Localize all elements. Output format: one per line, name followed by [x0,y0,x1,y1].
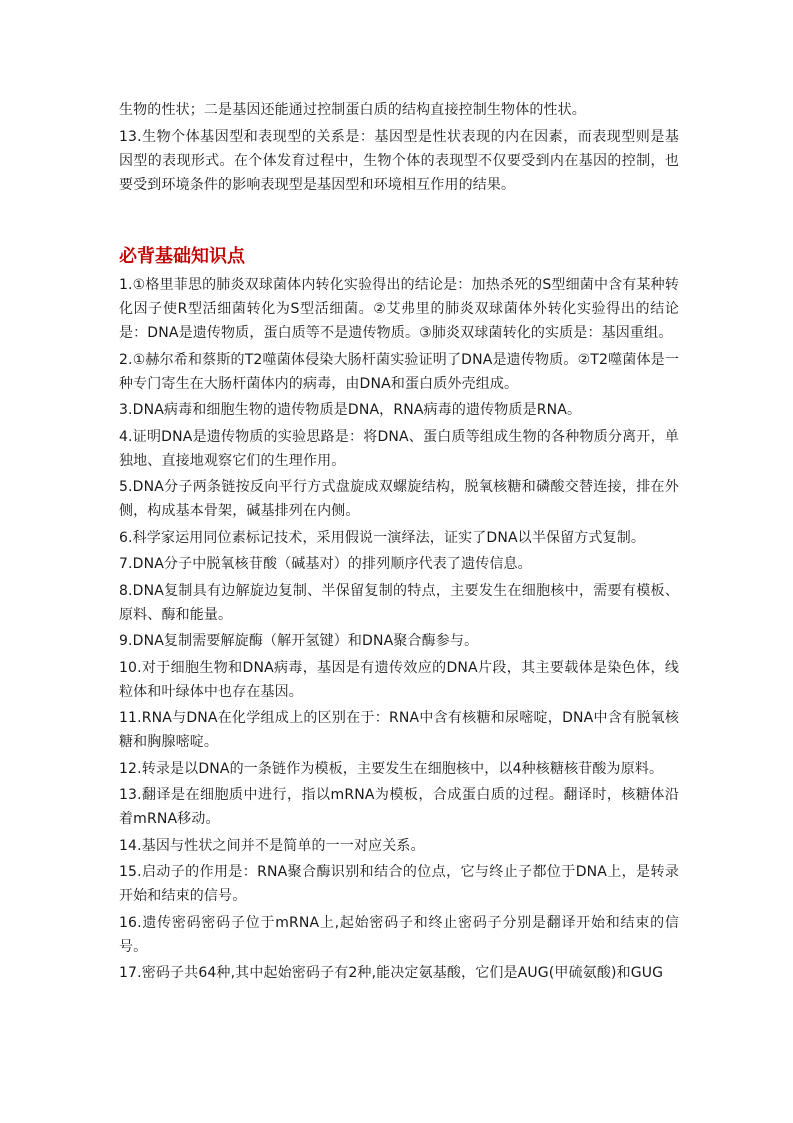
knowledge-item-5: 5.DNA分子两条链按反向平行方式盘旋成双螺旋结构，脱氧核糖和磷酸交替连接，排在外侧，构成基本骨架，碱基排列在内侧。 [119,479,679,519]
knowledge-item-16: 16.遗传密码密码子位于mRNA上,起始密码子和终止密码子分别是翻译开始和结束的信号。 [119,914,679,955]
knowledge-item-11: 11.RNA与DNA在化学组成上的区别在于：RNA中含有核糖和尿嘧啶，DNA中含有脱氧核糖和胸腺嘧啶。 [119,710,679,750]
knowledge-item-13: 13.翻译是在细胞质中进行，指以mRNA为模板，合成蛋白质的过程。翻译时，核糖体沿着mRNA移动。 [119,787,679,827]
knowledge-item-2: 2.①赫尔希和蔡斯的T2噬菌体侵染大肠杆菌实验证明了DNA是遗传物质。②T2噬菌体是一种专门寄生在大肠杆菌体内的病毒，由DNA和蛋白质外壳组成。 [119,351,679,392]
knowledge-item-12: 12.转录是以DNA的一条链作为模板，主要发生在细胞核中，以4种核糖核苷酸为原料。 [119,760,664,777]
knowledge-item-9: 9.DNA复制需要解旋酶（解开氢键）和DNA聚合酶参与。 [119,633,479,649]
section-heading: 必背基础知识点 [119,246,245,267]
knowledge-item-3: 3.DNA病毒和细胞生物的遗传物质是DNA，RNA病毒的遗传物质是RNA。 [119,402,582,418]
knowledge-item-10: 10.对于细胞生物和DNA病毒，基因是有遗传效应的DNA片段，其主要载体是染色体，线粒体和叶绿体中也存在基因。 [119,659,679,700]
knowledge-item-6: 6.科学家运用同位素标记技术，采用假说一演绎法，证实了DNA以半保留方式复制。 [119,529,646,546]
knowledge-item-8: 8.DNA复制具有边解旋边复制、半保留复制的特点，主要发生在细胞核中，需要有模板、原料、酶和能量。 [119,582,679,623]
document-page [119,98,679,988]
knowledge-item-7: 7.DNA分子中脱氧核苷酸（碱基对）的排列顺序代表了遗传信息。 [119,556,532,572]
section-spacer [119,199,679,244]
knowledge-item-14: 14.基因与性状之间并不是简单的一一对应关系。 [119,837,425,854]
intro-paragraph-1: 生物的性状；二是基因还能通过控制蛋白质的结构直接控制生物体的性状。 [119,102,586,118]
knowledge-item-1: 1.①格里菲思的肺炎双球菌体内转化实验得出的结论是：加热杀死的S型细菌中含有某种转化因子使R型活细菌转化为S型活细菌。②艾弗里的肺炎双球菌体外转化实验得出的结论是：DNA是遗传物质，蛋白质等不是遗传物质。③肺炎双球菌转化的实质是：基因重组。 [119,277,679,341]
intro-paragraph-2: 13.生物个体基因型和表现型的关系是：基因型是性状表现的内在因素，而表现型则是基因型的表现形式。在个体发育过程中，生物个体的表现型不仅要受到内在基因的控制，也要受到环境条件的影响表现型是基因型和环境相互作用的结果。 [119,128,679,193]
knowledge-item-15: 15.启动子的作用是：RNA聚合酶识别和结合的位点，它与终止子都位于DNA上，是转录开始和结束的信号。 [119,864,679,904]
knowledge-item-4: 4.证明DNA是遗传物质的实验思路是：将DNA、蛋白质等组成生物的各种物质分离开，单独地、直接地观察它们的生理作用。 [119,428,679,469]
knowledge-item-17: 17.密码子共64种,其中起始密码子有2种,能决定氨基酸，它们是AUG(甲硫氨酸)和GUG [119,965,664,981]
